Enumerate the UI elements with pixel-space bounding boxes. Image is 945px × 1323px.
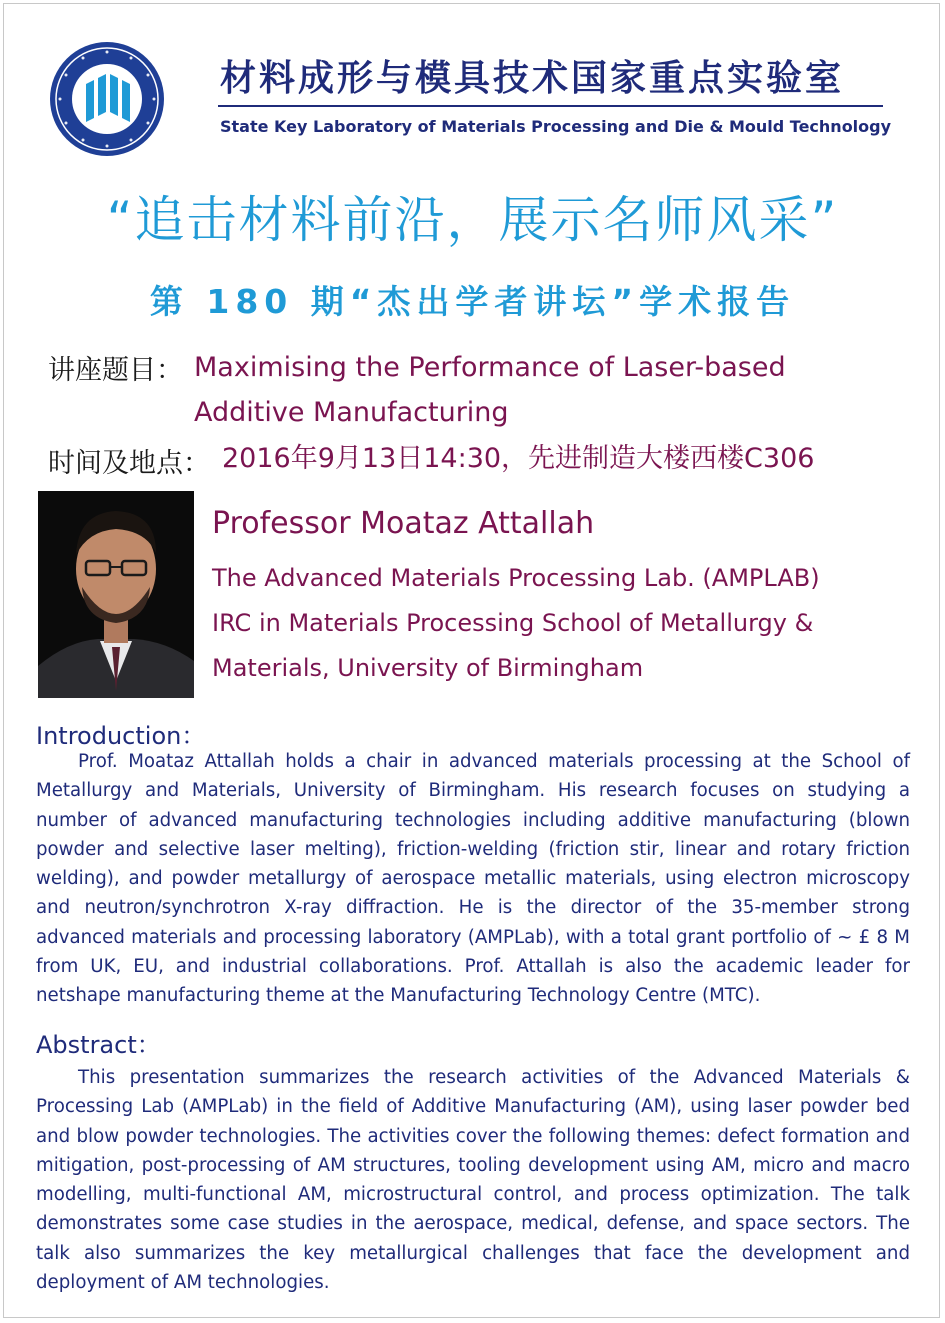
abstract-heading: Abstract： xyxy=(36,1031,161,1059)
lab-name-chinese: 材料成形与模具技术国家重点实验室 xyxy=(220,58,845,99)
topic-label: 讲座题目： xyxy=(48,355,183,386)
affiliation-line-lab: The Advanced Materials Processing Lab. (AMPLAB) xyxy=(212,564,820,592)
lecture-series-title: 第 180 期“杰出学者讲坛”学术报告 xyxy=(149,282,796,321)
affiliation-line-school: IRC in Materials Processing School of Metallurgy & Materials, University of Birmingham xyxy=(212,609,814,682)
lab-name-divider xyxy=(218,105,883,107)
lab-logo-seal-icon xyxy=(48,40,166,158)
introduction-text: Prof. Moataz Attallah holds a chair in advanced materials processing at the School of Metallurgy and Materials, University of Birmingham. His research focuses on studying a number of advanced manufacturing technologies including additive manufacturing (blown powder and selective laser melting), friction-welding (friction stir, linear and rotary friction welding), and powder metallurgy of aerospace metallic materials, using electron microscopy and neutron/synchrotron X-ray diffraction. He is the director of the 35-member strong advanced materials and processing laboratory (AMPLab), with a total grant portfolio of ~ £ 8 M from UK, EU, and industrial collaborations. Prof. Attallah is also the academic leader for netshape manufacturing theme at the Manufacturing Technology Centre (MTC). xyxy=(36,751,910,1007)
abstract-text: This presentation summarizes the research activities of the Advanced Materials & Processing Lab (AMPLab) in the field of Additive Manufacturing (AM), using laser powder bed and blow powder technologies. The activities cover the following themes: defect formation and mitigation, post-processing of AM structures, tooling development using AM, micro and macro modelling, multi-functional AM, microstructural control, and process optimization. The talk demonstrates some case studies in the aerospace, medical, defense, and space sectors. The talk also summarizes the key metallurgical challenges that face the development and deployment of AM technologies. xyxy=(36,1067,910,1294)
lecture-time-place: 2016年9月13日14:30，先进制造大楼西楼C306 xyxy=(222,443,815,474)
lecture-topic: Maximising the Performance of Laser-based Additive Manufacturing xyxy=(194,352,786,428)
speaker-name: Professor Moataz Attallah xyxy=(212,506,595,541)
speaker-portrait xyxy=(38,491,194,698)
slogan-heading: “追击材料前沿，展示名师风采” xyxy=(106,191,839,249)
introduction-heading: Introduction： xyxy=(36,722,206,750)
speaker-affiliation xyxy=(212,556,872,691)
time-place-label: 时间及地点： xyxy=(48,448,210,479)
lab-name-english: State Key Laboratory of Materials Processing and Die & Mould Technology xyxy=(220,117,892,136)
